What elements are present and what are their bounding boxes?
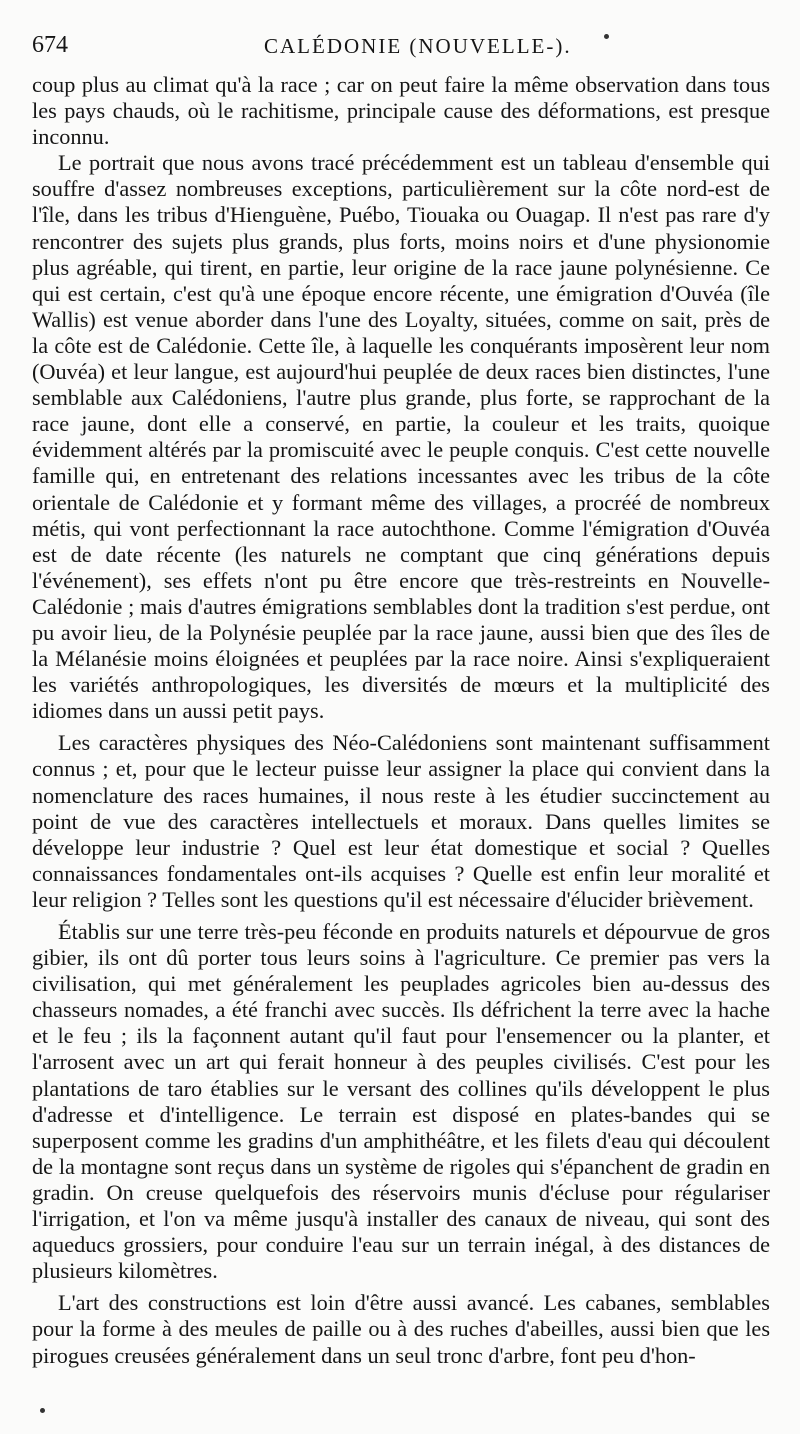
paragraph-exceptions: Le portrait que nous avons tracé précédemment est un tableau d'ensemble qui souffre d'assez nombreuses exceptions, particulièrement sur la côte nord-est de l'île, dans les tribus d'Hienguène, Puébo, Tiouaka ou Ouagap. Il n'est pas rare d'y rencontrer des sujets plus grands, plus forts, moins noirs et d'une physionomie plus agréable, qui tirent, en partie, leur origine de la race jaune polynésienne. Ce qui est certain, c'est qu'à une époque encore récente, une émigration d'Ouvéa (île Wallis) est venue aborder dans l'une des Loyalty, situées, comme on sait, près de la côte est de Calédonie. Cette île, à laquelle les conquérants imposèrent leur nom (Ouvéa) et leur langue, est aujourd'hui peuplée de deux races bien distinctes, l'une semblable aux Calédoniens, l'autre plus grande, plus forte, se rapprochant de la race jaune, dont elle a conservé, en partie, la couleur et les traits, quoique évidemment altérés par la promiscuité avec le peuple conquis. C'est cette nouvelle famille qui, en entretenant des relations incessantes avec les tribus de la côte orientale de Calédonie et y formant même des villages, a procréé de nombreux métis, qui vont perfectionnant la race autochthone. Comme l'émigration d'Ouvéa est de date récente (les naturels ne comptant que cinq générations depuis l'événement), ses effets n'ont pu être encore que très-restreints en Nouvelle-Calédonie ; mais d'autres émigrations semblables dont la tradition s'est perdue, ont pu avoir lieu, de la Polynésie peuplée par la race jaune, aussi bien que des îles de la Mélanésie moins éloignées et peuplées par la race noire. Ainsi s'expliqueraient les variétés anthropologiques, les diversités de mœurs et la multiplicité des idiomes dans un aussi petit pays.: [32, 150, 770, 724]
running-title: CALÉDONIE (NOUVELLE-).: [264, 34, 572, 58]
ink-speck: [40, 1408, 45, 1413]
paragraph-character: Les caractères physiques des Néo-Calédoniens sont maintenant suffisamment connus ; et, pour que le lecteur puisse leur assigner la place qui convient dans la nomenclature des races humaines, il nous reste à les étudier succinctement au point de vue des caractères intellectuels et moraux. Dans quelles limites se développe leur industrie ? Quel est leur état domestique et social ? Quelles connaissances fondamentales ont-ils acquises ? Quelle est enfin leur moralité et leur religion ? Telles sont les questions qu'il est nécessaire d'élucider brièvement.: [32, 730, 770, 912]
paragraph-agriculture: Établis sur une terre très-peu féconde en produits naturels et dépourvue de gros gibier, ils ont dû porter tous leurs soins à l'agriculture. Ce premier pas vers la civilisation, qui met généralement les peuplades agricoles bien au-dessus des chasseurs nomades, a été franchi avec succès. Ils défrichent la terre avec la hache et le feu ; ils la façonnent autant qu'il faut pour l'ensemencer ou la planter, et l'arrosent avec un art qui ferait honneur à des peuples civilisés. C'est pour les plantations de taro établies sur le versant des collines qu'ils développent le plus d'adresse et d'intelligence. Le terrain est disposé en plates-bandes qui se superposent comme les gradins d'un amphithéâtre, et les filets d'eau qui découlent de la montagne sont reçus dans un système de rigoles qui s'épanchent de gradin en gradin. On creuse quelquefois des réservoirs munis d'écluse pour régulariser l'irrigation, et l'on va même jusqu'à installer des canaux de niveau, qui sont des aqueducs grossiers, pour conduire l'eau sur un terrain inégal, à des distances de plusieurs kilomètres.: [32, 919, 770, 1284]
running-head: [32, 32, 760, 68]
paragraph-continuation: coup plus au climat qu'à la race ; car on peut faire la même observation dans tous les pays chauds, où le rachitisme, principale cause des déformations, est presque inconnu.: [32, 72, 770, 150]
page-number: 674: [32, 32, 68, 58]
body-text: [32, 72, 770, 1369]
paragraph-constructions: L'art des constructions est loin d'être aussi avancé. Les cabanes, semblables pour la forme à des meules de paille ou à des ruches d'abeilles, aussi bien que les pirogues creusées généralement dans un seul tronc d'arbre, font peu d'hon-: [32, 1290, 770, 1368]
ink-speck: [604, 34, 609, 39]
